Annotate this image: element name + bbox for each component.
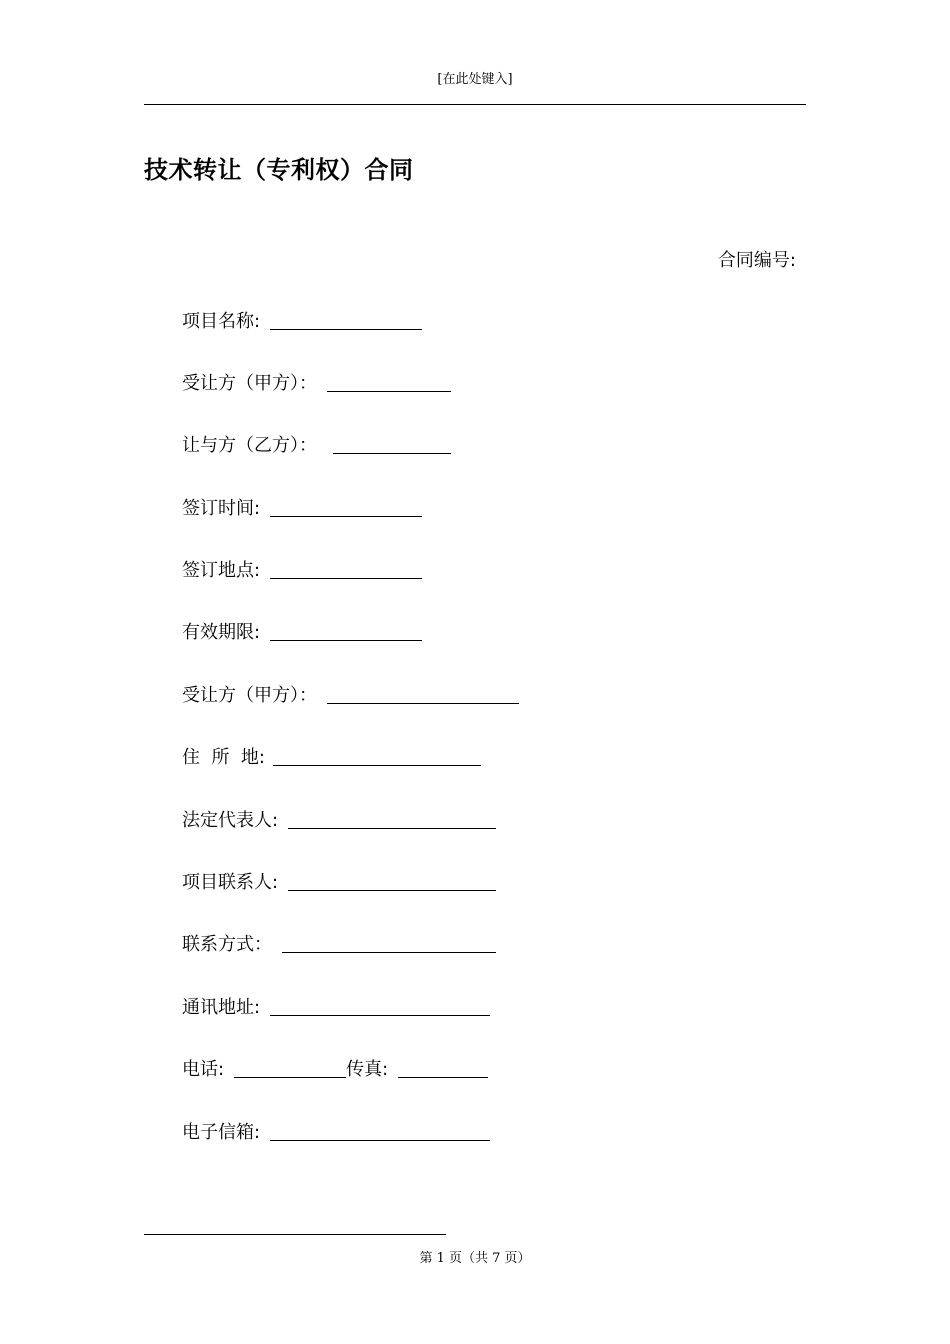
field-label: 签订地点: — [182, 560, 261, 581]
footnote-divider — [144, 1234, 446, 1235]
fax-blank[interactable] — [398, 1057, 488, 1078]
field-label: 受让方（甲方）： — [182, 373, 317, 394]
contract-number-label: 合同编号: — [717, 250, 796, 271]
field-label: 通讯地址: — [182, 997, 261, 1018]
fill-in-blank[interactable] — [270, 620, 422, 641]
fill-in-blank[interactable] — [270, 309, 422, 330]
field-mailing-address — [182, 992, 490, 1020]
field-domicile — [182, 742, 481, 770]
field-label: 有效期限: — [182, 622, 261, 643]
field-label: 项目名称: — [182, 311, 261, 332]
fill-in-blank[interactable] — [333, 433, 451, 454]
fill-in-blank[interactable] — [327, 371, 451, 392]
header-placeholder-text: [在此处键入] — [437, 72, 513, 87]
field-signing-place — [182, 555, 422, 583]
fill-in-blank[interactable] — [288, 808, 496, 829]
field-email — [182, 1117, 490, 1145]
page-number: 第 1 页（共 7 页） — [419, 1251, 531, 1266]
field-contact-method — [182, 929, 496, 957]
field-project-name — [182, 306, 422, 334]
fill-in-blank[interactable] — [327, 683, 519, 704]
field-signing-date — [182, 493, 422, 521]
field-phone-fax — [182, 1054, 488, 1082]
field-transferee-party — [182, 680, 519, 708]
phone-blank[interactable] — [234, 1057, 346, 1078]
field-label: 住 所 地: — [182, 747, 265, 768]
fill-in-blank[interactable] — [288, 870, 496, 891]
field-transferor — [182, 430, 451, 458]
field-project-contact — [182, 867, 496, 895]
field-label: 项目联系人: — [182, 872, 279, 893]
field-label-phone: 电话: — [182, 1059, 225, 1080]
fill-in-blank[interactable] — [270, 1120, 490, 1141]
field-transferee — [182, 368, 451, 396]
field-label: 受让方（甲方）： — [182, 685, 317, 706]
field-validity-period — [182, 617, 422, 645]
fill-in-blank[interactable] — [270, 995, 490, 1016]
field-label: 让与方（乙方）： — [182, 435, 317, 456]
fill-in-blank[interactable] — [270, 558, 422, 579]
fill-in-blank[interactable] — [270, 496, 422, 517]
document-title: 技术转让（专利权）合同 — [144, 156, 414, 184]
fill-in-blank[interactable] — [273, 745, 481, 766]
field-label-fax: 传真: — [346, 1059, 389, 1080]
fill-in-blank[interactable] — [282, 932, 496, 953]
field-label: 法定代表人: — [182, 810, 279, 831]
field-label: 签订时间: — [182, 498, 261, 519]
field-label: 电子信箱: — [182, 1122, 261, 1143]
field-legal-representative — [182, 805, 496, 833]
field-label: 联系方式： — [182, 934, 272, 955]
header-divider — [144, 104, 806, 105]
